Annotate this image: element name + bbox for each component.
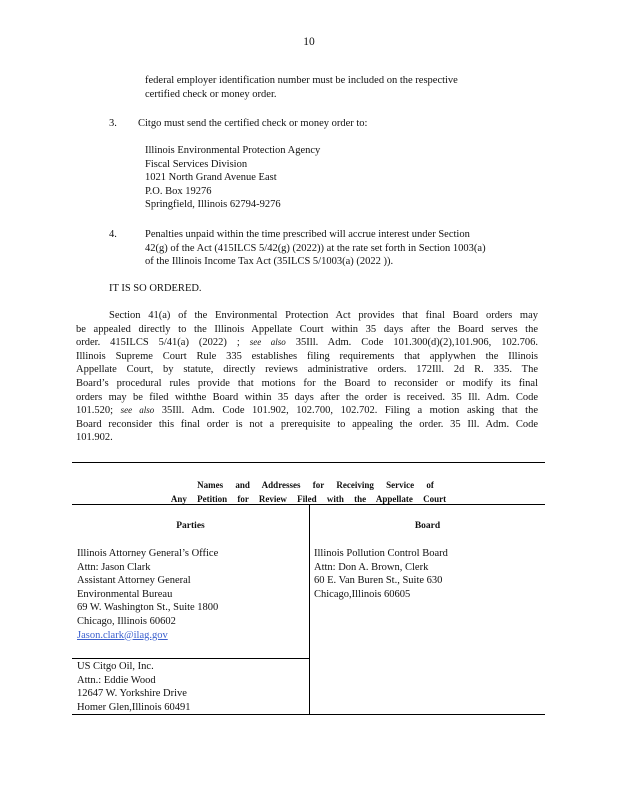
parties-title: Parties (176, 521, 205, 531)
para-line: 101.520; see also 35Ill. Adm. Code 101.902, 102.700, 102.702. Filing a motion asking that the (76, 405, 539, 417)
address-line: Homer Glen,Illinois 60491 (77, 701, 191, 713)
table-column-divider (309, 504, 310, 714)
board-address (314, 547, 448, 601)
board-title: Board (414, 521, 441, 531)
item3-number: 3. (109, 118, 117, 129)
address-line: 12647 W. Yorkshire Drive (77, 688, 187, 700)
address-line: Chicago,Illinois 60605 (314, 588, 411, 600)
address-line: P.O. Box 19276 (145, 185, 212, 197)
para-line: be appealed directly to the Illinois Appellate Court within 35 days after the Board serves the (76, 323, 538, 335)
address-line: Environmental Bureau (77, 588, 173, 600)
address-line: Attn: Don A. Brown, Clerk (314, 561, 429, 573)
address-line: US Citgo Oil, Inc. (77, 661, 154, 672)
address-line: Illinois Attorney General’s Office (77, 548, 219, 559)
address-line: Attn: Jason Clark (77, 561, 151, 573)
see-also: see also (120, 405, 155, 416)
address-line: Illinois Environmental Protection Agency (145, 145, 321, 156)
item4-line: Penalties unpaid within the time prescribed will accrue interest under Section (145, 229, 470, 240)
table-heading (72, 478, 545, 506)
so-ordered: IT IS SO ORDERED. (109, 283, 202, 294)
appeal-paragraph (76, 309, 538, 445)
address-line: Fiscal Services Division (145, 158, 248, 170)
para-line: Board reconsider this final order is not a prerequisite to appealing the order. 35 Ill. Adm. Code (76, 418, 538, 430)
email-link[interactable]: Jason.clark@ilag.gov (77, 629, 168, 641)
table-bottom-rule (72, 714, 545, 715)
page-number: 10 (303, 36, 315, 48)
address-line: 69 W. Washington St., Suite 1800 (77, 602, 219, 614)
item2-line: certified check or money order. (145, 88, 277, 100)
address-line: Attn.: Eddie Wood (77, 674, 156, 686)
item2-line: federal employer identification number must be included on the respective (145, 75, 458, 86)
address-line: Illinois Pollution Control Board (314, 548, 448, 559)
para-line: 101.902. (76, 432, 113, 444)
address-line: Assistant Attorney General (77, 575, 191, 587)
para-line: order. 415ILCS 5/41(a) (2022) ; see also 35Ill. Adm. Code 101.300(d)(2),101.906, 102.706. (76, 337, 539, 349)
agency-address (145, 144, 320, 212)
address-line: Chicago, Illinois 60602 (77, 615, 176, 627)
para-line: Illinois Supreme Court Rule 335 establishes filing requirements that applywhen the Illinois (76, 350, 538, 362)
see-also: see also (249, 337, 286, 348)
para-line: Board’s procedural rules provide that motions for the Board to reconsider or modify its final (76, 377, 538, 389)
heading-line-1: Names and Addresses for Receiving Service of (197, 480, 434, 490)
para-line: Section 41(a) of the Environmental Protection Act provides that final Board orders may (109, 310, 538, 321)
party-attorney-general (77, 547, 218, 642)
item4-number: 4. (109, 229, 117, 240)
address-line: Springfield, Illinois 62794-9276 (145, 199, 281, 211)
item2-continuation (145, 74, 458, 101)
party-citgo (77, 660, 190, 714)
parties-divider-rule (72, 658, 309, 659)
para-line: Appellate Court, by statute, directly reviews administrative orders. 172Ill. 2d R. 335. The (76, 364, 538, 376)
heading-line-2: Any Petition for Review Filed with the Appellate Court (170, 494, 447, 504)
table-top-rule (72, 462, 545, 463)
item3-text: Citgo must send the certified check or money order to: (138, 118, 368, 129)
para-line: orders may be filed withthe Board within 35 days after the order is received. 35 Ill. Adm. Code (76, 391, 538, 403)
item4-text (145, 228, 486, 269)
item4-line: 42(g) of the Act (415ILCS 5/42(g) (2022)) at the rate set forth in Section 1003(a) (145, 242, 486, 254)
address-line: 60 E. Van Buren St., Suite 630 (314, 575, 443, 587)
item4-line: of the Illinois Income Tax Act (35ILCS 5/1003(a) (2022 )). (145, 256, 394, 268)
address-line: 1021 North Grand Avenue East (145, 172, 277, 184)
